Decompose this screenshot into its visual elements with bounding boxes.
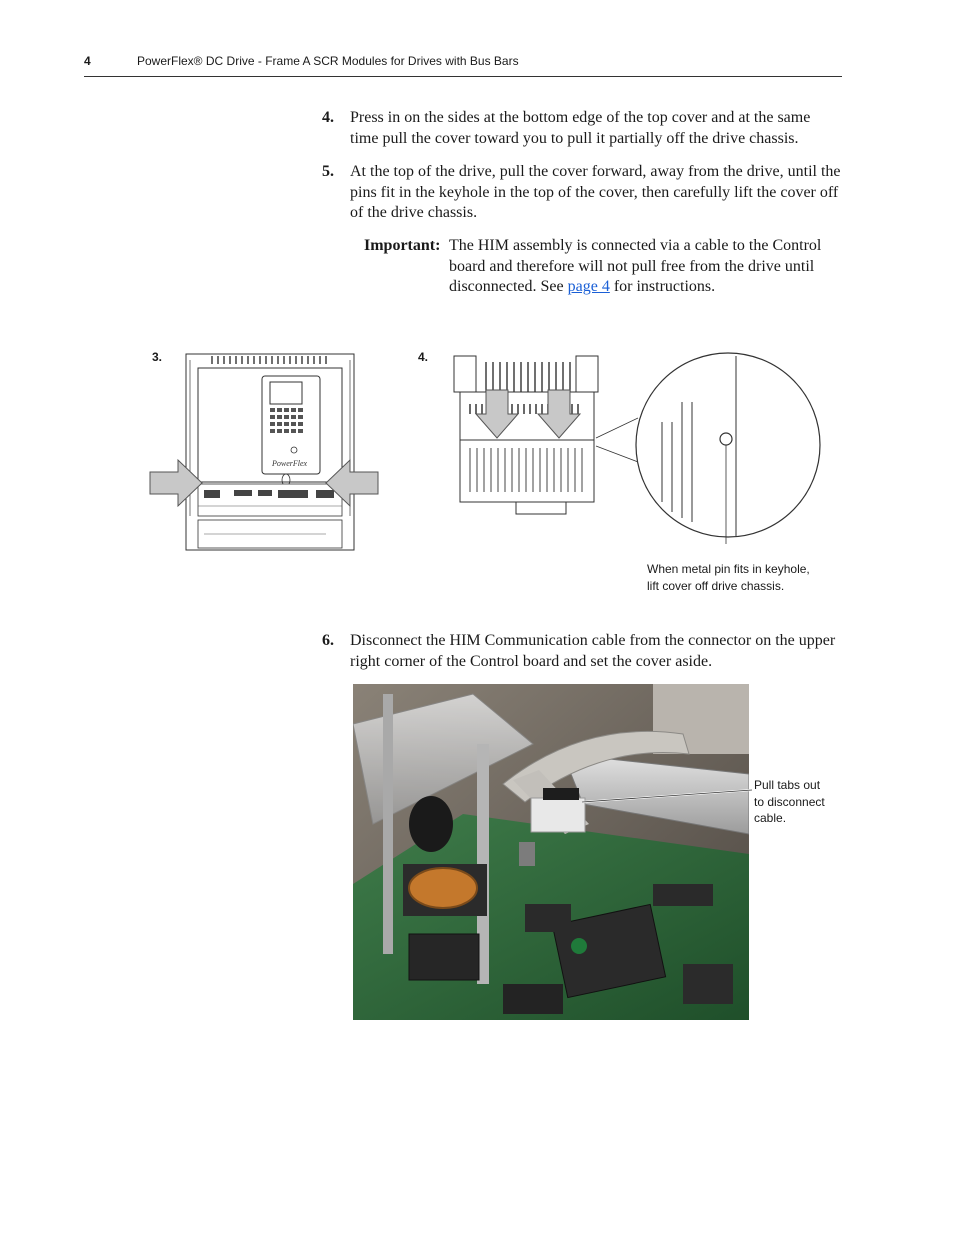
figure-3-drive-front: [148, 350, 380, 554]
control-board-photo: [353, 684, 749, 1020]
step-text: Press in on the sides at the bottom edge of the top cover and at the same time pull the cover toward you to pull it partially off the drive chassis.: [350, 109, 811, 147]
photo-caption: Pull tabs out to disconnect cable.: [754, 778, 825, 825]
step-number: 6.: [322, 632, 334, 649]
step-text: At the top of the drive, pull the cover forward, away from the drive, until the pins fit in the keyhole in the top of the cover, then carefully lift the cover off of the drive chassis.: [350, 163, 841, 221]
keyhole-pin: [720, 433, 732, 445]
drive-logo-text: PowerFlex: [272, 459, 308, 468]
figure-4-drive-top: [446, 342, 826, 544]
photo-callout-line: [580, 780, 756, 810]
step-number: 4.: [322, 109, 334, 126]
figure-3-label: 3.: [152, 350, 163, 364]
header-rule: [84, 76, 842, 77]
step-number: 5.: [322, 163, 334, 180]
important-label: Important:: [364, 237, 441, 254]
page-link[interactable]: page 4: [567, 278, 610, 295]
important-text: The HIM assembly is connected via a cable to the Control board and therefore will not pull free from the drive until disconnected. See page 4 for instructions.: [449, 237, 822, 295]
figure-4-caption: When metal pin fits in keyhole, lift cover off drive chassis.: [647, 562, 810, 593]
step-text: Disconnect the HIM Communication cable from the connector on the upper right corner of the Control board and set the cover aside.: [350, 632, 836, 670]
figure-4-label: 4.: [418, 350, 429, 364]
page-number: 4: [84, 54, 91, 68]
running-header-title: PowerFlex® DC Drive - Frame A SCR Modules for Drives with Bus Bars: [137, 54, 519, 68]
left-push-arrow: [150, 460, 202, 506]
